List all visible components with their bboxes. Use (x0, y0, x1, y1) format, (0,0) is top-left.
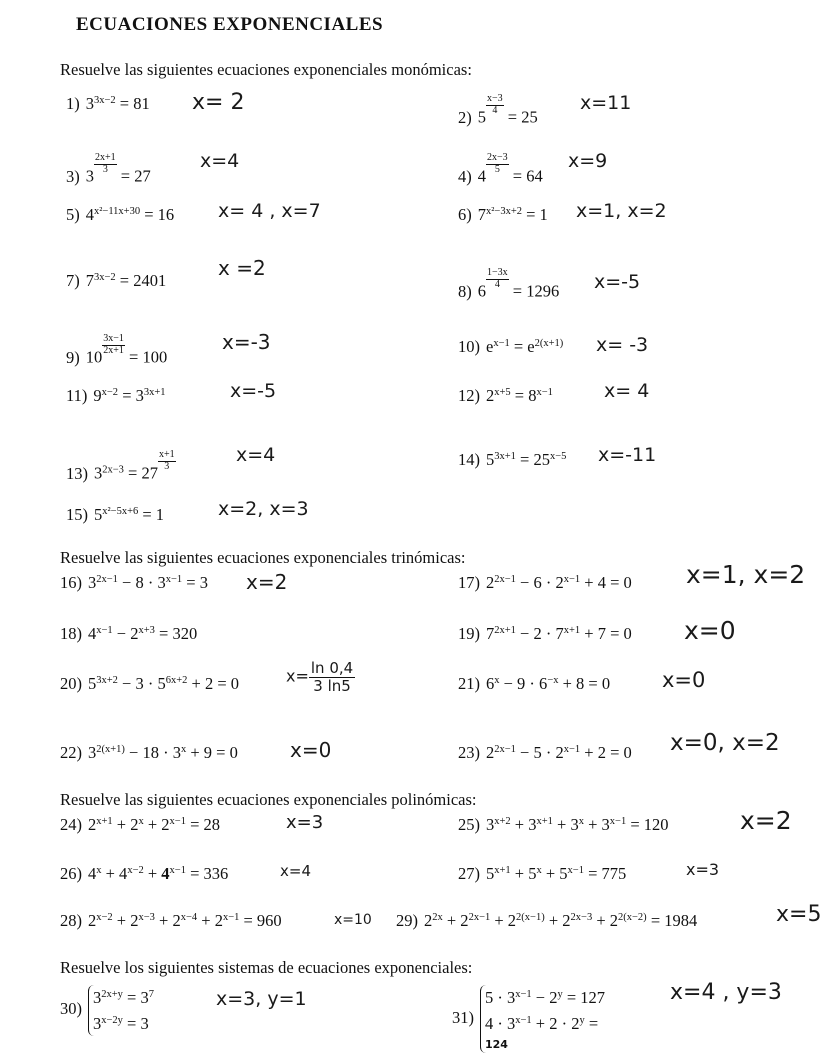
equation-6: 6) $7^{x^2-3x+2} = 1$ (458, 205, 548, 224)
section-trinomicas: Resuelve las siguientes ecuaciones exponenciales trinómicas: (60, 548, 466, 567)
equation-22: 22) $3^{2(x+1)} - 18 \cdot 3^x + 9 = 0$ (60, 743, 238, 762)
answer-22: x=0 (290, 738, 332, 762)
equation-3: 3) 3 $\frac{2x+1}{3}$ = 27 (66, 152, 151, 186)
equation-17: 17) $2^{2x-1} - 6 \cdot 2^{x-1} + 4 = 0$ (458, 573, 632, 592)
equation-28: 28) $2^{x-2} + 2^{x-3} + 2^{x-4} + 2^{x-1} = 960$ (60, 911, 282, 930)
equation-18: 18) $4^{x-1} - 2^{x+3} = 320$ (60, 624, 198, 643)
equation-8: 8) 6 $\frac{1-3x}{4}$ = 1296 (458, 267, 560, 301)
equation-30: 30) $3^{2x+y} = 3^7$ $3^{x-2y} = 3$ (60, 985, 154, 1036)
equation-27: 27) $5^{x+1} + 5^x + 5^{x-1} = 775$ (458, 864, 627, 883)
answer-8: x=-5 (594, 271, 641, 293)
answer-27: x=3 (686, 860, 720, 879)
answer-15: x=2, x=3 (218, 498, 309, 520)
answer-5: x= 4 , x=7 (218, 200, 321, 222)
answer-2: x=11 (580, 92, 632, 114)
answer-20: x= $\frac{\ln 0,4}{3 \ln 5}$ (286, 659, 354, 695)
equation-24: 24) $2^{x+1} + 2^x + 2^{x-1} = 28$ (60, 815, 221, 834)
answer-24: x=3 (286, 812, 324, 833)
equation-2: 2) 5 $\frac{x-3}{4}$ = 25 (458, 93, 538, 127)
section-monomicas: Resuelve las siguientes ecuaciones exponenciales monómicas: (60, 60, 472, 79)
answer-26: x=4 (280, 862, 311, 880)
equation-21: 21) $6^x - 9 \cdot 6^{-x} + 8 = 0$ (458, 674, 611, 693)
equation-25: 25) $3^{x+2} + 3^{x+1} + 3^x + 3^{x-1} = 120$ (458, 815, 669, 834)
answer-19: x=0 (684, 616, 736, 645)
answer-1: x= 2 (192, 90, 245, 115)
equation-31: 31) $5 \cdot 3^{x-1} - 2^y = 127$ $4 \cdot 3^{x-1} + 2 \cdot 2^y$ = 124 (452, 985, 605, 1053)
equation-5: 5) $4^{x^2-11x+30} = 16$ (66, 205, 175, 224)
answer-23: x=0, x=2 (670, 730, 780, 756)
answer-28: x=10 (334, 912, 372, 928)
equation-26: 26) $4^x + 4^{x-2} + 4^{x-1} = 336$ (60, 864, 229, 883)
answer-10: x= -3 (596, 334, 649, 356)
answer-14: x=-11 (598, 444, 657, 466)
answer-4: x=9 (568, 150, 608, 172)
answer-7: x =2 (218, 256, 266, 280)
section-sistemas: Resuelve los siguientes sistemas de ecuaciones exponenciales: (60, 958, 473, 977)
answer-25: x=2 (740, 806, 792, 835)
answer-13: x=4 (236, 444, 276, 466)
equation-11: 11) $9^{x-2} = 3^{3x+1}$ (66, 386, 166, 405)
equation-29: 29) $2^{2x} + 2^{2x-1} + 2^{2(x-1)} + 2^{2x-3} + 2^{2(x-2)} = 1984$ (396, 911, 698, 930)
answer-21: x=0 (662, 668, 706, 692)
equation-19: 19) $7^{2x+1} - 2 \cdot 7^{x+1} + 7 = 0$ (458, 624, 632, 643)
equation-4: 4) 4 $\frac{2x-3}{5}$ = 64 (458, 152, 543, 186)
page-title: ECUACIONES EXPONENCIALES (76, 14, 384, 35)
answer-12: x= 4 (604, 380, 650, 402)
equation-9: 9) 10 $\frac{3x-1}{2x+1}$ = 100 (66, 333, 168, 367)
answer-9: x=-3 (222, 330, 271, 354)
answer-11: x=-5 (230, 380, 277, 402)
answer-17: x=1, x=2 (686, 560, 806, 589)
equation-23: 23) $2^{2x-1} - 5 \cdot 2^{x-1} + 2 = 0$ (458, 743, 632, 762)
equation-10: 10) $e^{x-1} = e^{2(x+1)}$ (458, 337, 564, 356)
equation-16: 16) $3^{2x-1} - 8 \cdot 3^{x-1} = 3$ (60, 573, 208, 592)
equation-20: 20) $5^{3x+2} - 3 \cdot 5^{6x+2} + 2 = 0$ (60, 674, 240, 693)
equation-13: 13) $3^{2x-3} = 27$ $\frac{x+1}{3}$ (66, 449, 175, 483)
answer-30: x=3, y=1 (216, 988, 307, 1010)
answer-3: x=4 (200, 150, 240, 172)
answer-29: x=5 (776, 902, 822, 927)
equation-12: 12) $2^{x+5} = 8^{x-1}$ (458, 386, 553, 405)
equation-1: 1) $3^{3x-2} = 81$ (66, 94, 150, 113)
answer-31: x=4 , y=3 (670, 980, 782, 1005)
answer-16: x=2 (246, 570, 288, 594)
section-polinomicas: Resuelve las siguientes ecuaciones exponenciales polinómicas: (60, 790, 477, 809)
answer-6: x=1, x=2 (576, 200, 667, 222)
equation-14: 14) $5^{3x+1} = 25^{x-5}$ (458, 450, 567, 469)
equation-15: 15) $5^{x^2-5x+6} = 1$ (66, 505, 165, 524)
equation-7: 7) $7^{3x-2} = 2401$ (66, 271, 167, 290)
